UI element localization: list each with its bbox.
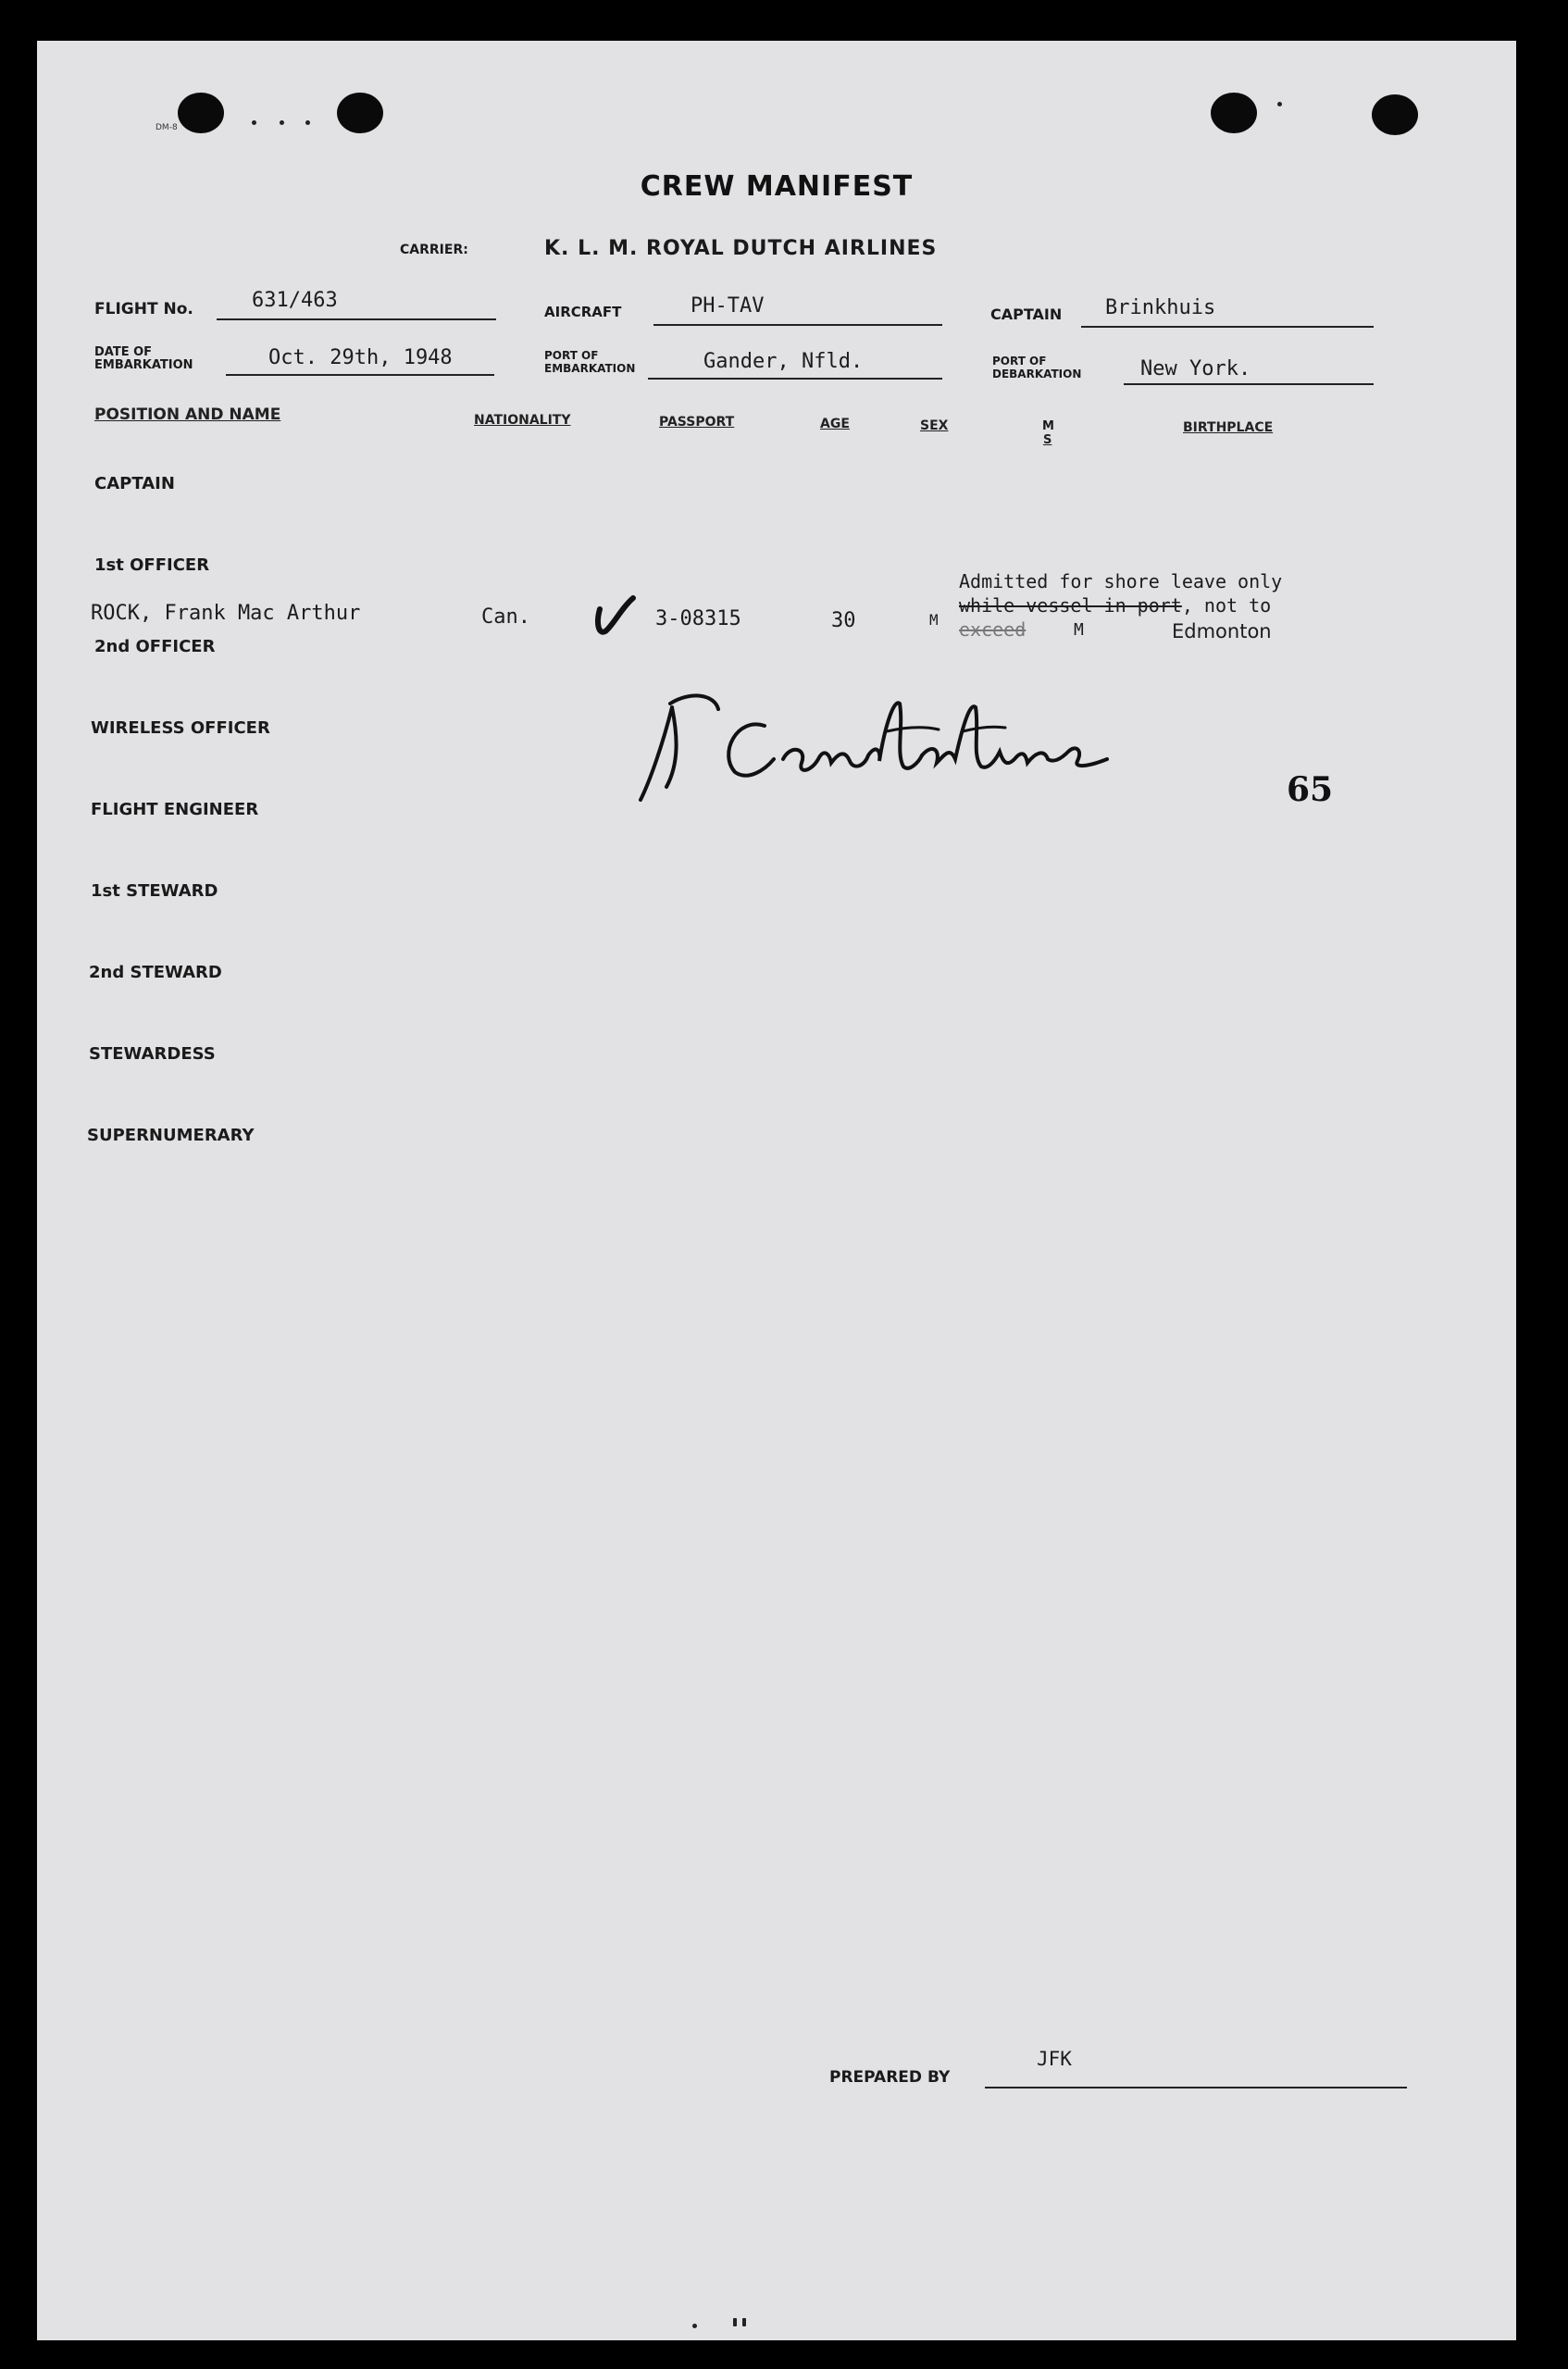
signature (626, 670, 1144, 809)
port-debarkation-value: New York. (1140, 357, 1251, 380)
date-underline (226, 374, 494, 376)
date-value: Oct. 29th, 1948 (268, 346, 453, 369)
column-position-and-name: POSITION AND NAME (94, 405, 281, 424)
crew-passport: 3-08315 (655, 607, 741, 630)
annotation-line-3 (959, 618, 1026, 641)
captain-value: Brinkhuis (1105, 296, 1216, 319)
position-supernumerary: SUPERNUMERARY (87, 1126, 255, 1145)
speck (1277, 102, 1282, 106)
carrier-value: K. L. M. ROYAL DUTCH AIRLINES (544, 237, 938, 260)
prepared-by-underline (985, 2087, 1407, 2088)
speck (280, 120, 284, 125)
aircraft-value: PH-TAV (691, 294, 765, 318)
annotation-line-2 (959, 594, 1271, 617)
aircraft-label: AIRCRAFT (544, 304, 622, 320)
crew-marital: M (1074, 620, 1084, 640)
speck (305, 120, 310, 125)
crew-sex: M (929, 611, 939, 629)
punch-hole-right-1 (1211, 93, 1257, 133)
position-first-steward: 1st STEWARD (91, 881, 218, 901)
speck (692, 2324, 697, 2328)
speck (742, 2318, 746, 2326)
port-debarkation-underline (1124, 383, 1374, 385)
page-number: 65 (1287, 770, 1334, 809)
position-captain: CAPTAIN (94, 474, 175, 493)
column-passport: PASSPORT (659, 415, 735, 430)
port-embarkation-label-1: PORT OF (544, 349, 599, 362)
manifest-sheet (37, 41, 1516, 2340)
prepared-by-value: JFK (1037, 2048, 1072, 2070)
annotation-line-3-struck: exceed (959, 618, 1027, 641)
port-embarkation-underline (648, 378, 942, 380)
form-code: DM-8 (156, 123, 178, 132)
port-debarkation-label-2: DEBARKATION (992, 368, 1082, 380)
column-nationality: NATIONALITY (474, 413, 571, 428)
captain-label: CAPTAIN (990, 305, 1063, 323)
prepared-by-label: PREPARED BY (829, 2068, 951, 2087)
port-debarkation-label-1: PORT OF (992, 355, 1047, 368)
position-wireless-officer: WIRELESS OFFICER (91, 718, 270, 738)
flight-underline (217, 318, 496, 320)
position-second-steward: 2nd STEWARD (89, 963, 222, 982)
crew-age: 30 (831, 609, 856, 632)
column-marital-s: S (1043, 433, 1052, 447)
page-title: CREW MANIFEST (640, 170, 914, 203)
date-label-1: DATE OF (94, 345, 153, 359)
column-sex: SEX (920, 418, 949, 433)
column-age: AGE (820, 417, 850, 431)
carrier-label: CARRIER: (400, 243, 468, 257)
flight-label: FLIGHT No. (94, 300, 193, 318)
position-flight-engineer: FLIGHT ENGINEER (91, 800, 259, 819)
crew-name: ROCK, Frank Mac Arthur (91, 602, 361, 625)
column-birthplace: BIRTHPLACE (1183, 420, 1274, 435)
punch-hole-left-2 (337, 93, 383, 133)
crew-nationality: Can. (481, 605, 530, 629)
speck (252, 120, 256, 125)
captain-underline (1081, 326, 1374, 328)
port-embarkation-label-2: EMBARKATION (544, 362, 636, 375)
crew-birthplace: Edmonton (1172, 620, 1272, 642)
punch-hole-right-2 (1372, 94, 1418, 135)
passport-check-mark (592, 594, 641, 641)
position-stewardess: STEWARDESS (89, 1044, 216, 1064)
aircraft-underline (653, 324, 942, 326)
annotation-line-1: Admitted for shore leave only (959, 570, 1283, 592)
date-label-2: EMBARKATION (94, 358, 193, 372)
annotation-line-2-struck: while vessel in port (959, 594, 1182, 617)
speck (733, 2318, 737, 2326)
punch-hole-left-1 (178, 93, 224, 133)
flight-value: 631/463 (252, 289, 338, 312)
position-second-officer: 2nd OFFICER (94, 637, 216, 656)
position-first-officer: 1st OFFICER (94, 555, 210, 575)
port-embarkation-value: Gander, Nfld. (703, 350, 864, 373)
column-marital-m: M (1042, 419, 1054, 433)
annotation-line-2-rest: , not to (1181, 594, 1272, 617)
